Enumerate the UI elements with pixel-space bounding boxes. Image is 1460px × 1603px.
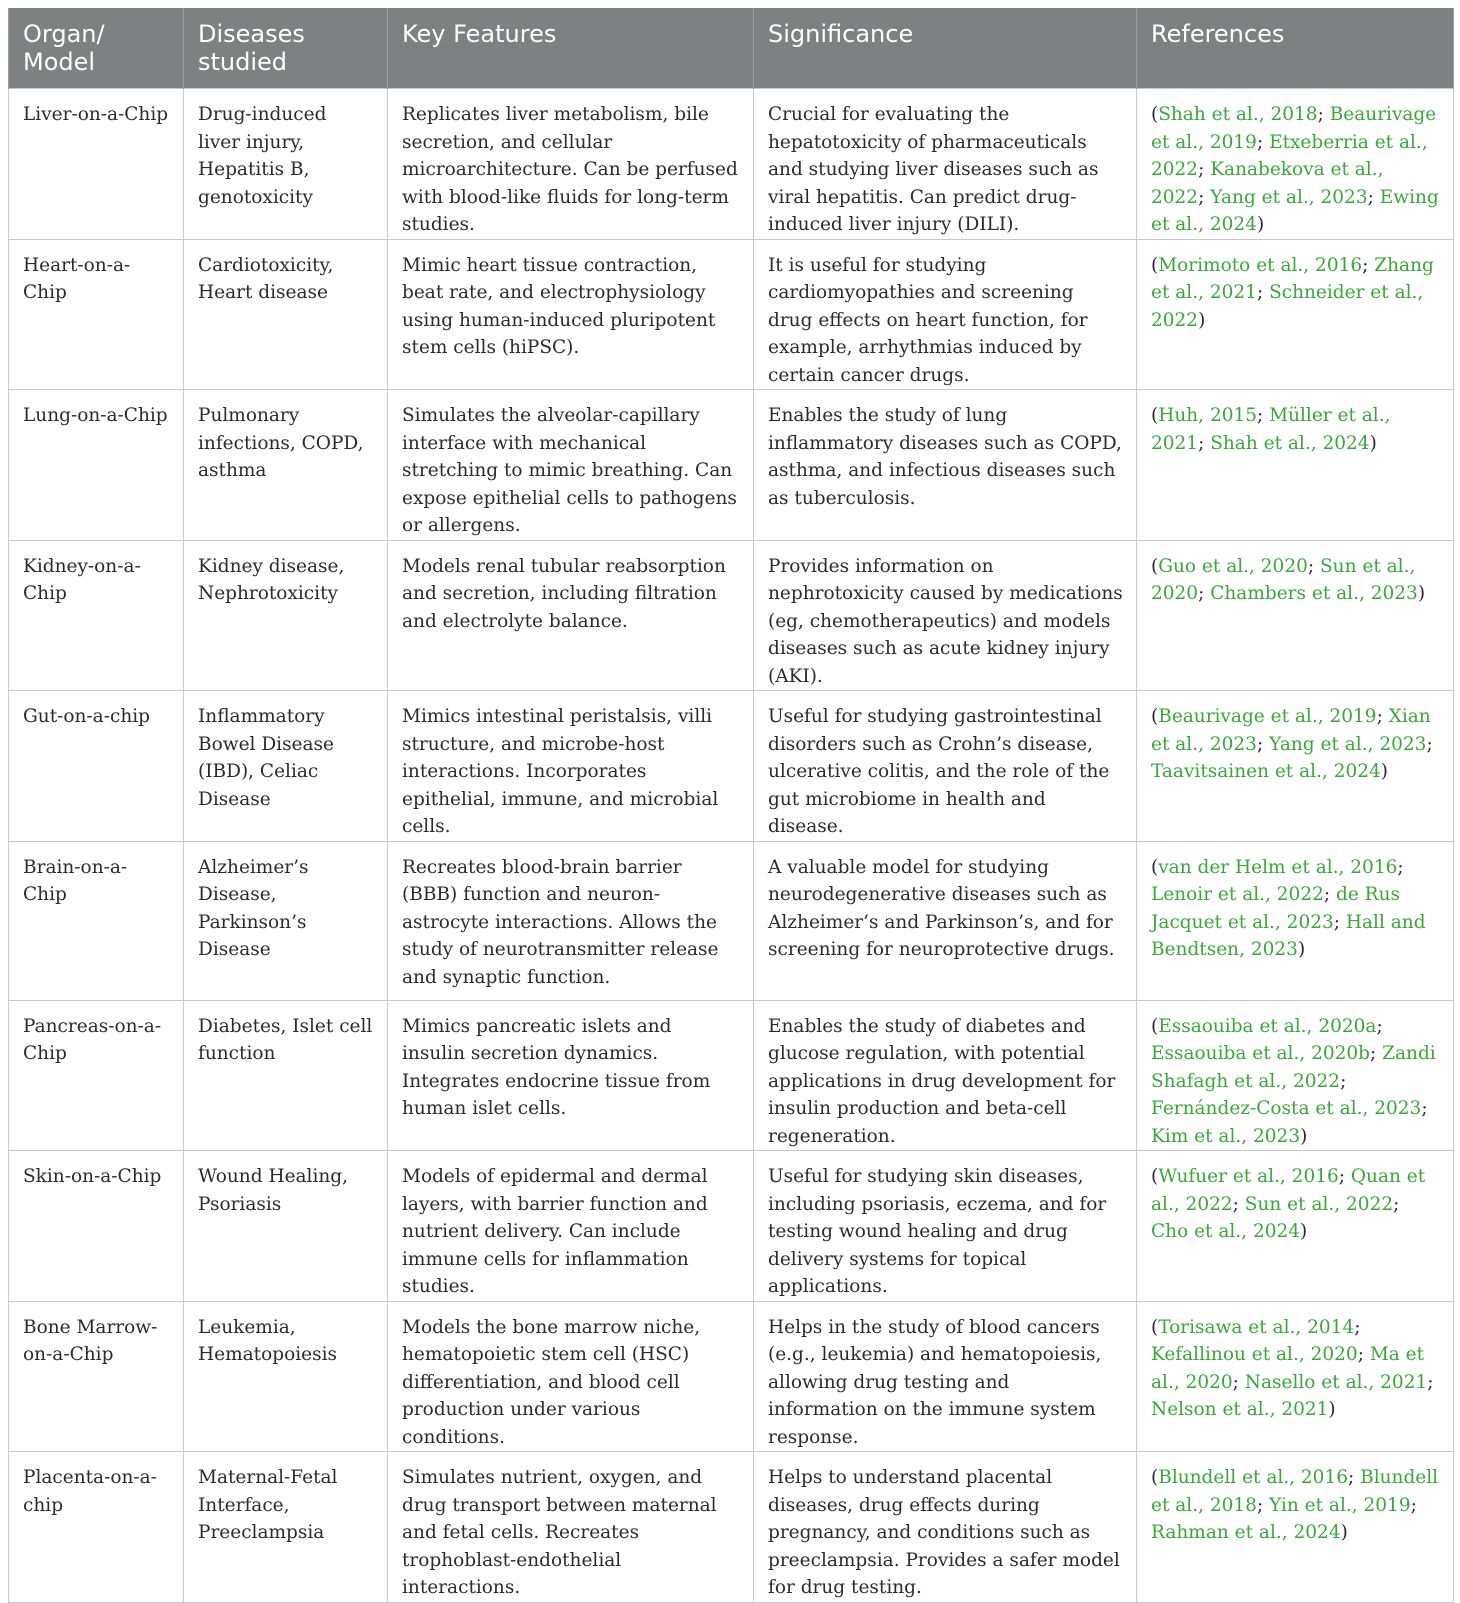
citation-link[interactable]: Etxeberria et al., 2022: [1151, 131, 1428, 180]
paren-open: (: [1151, 1015, 1159, 1037]
citation-link[interactable]: Quan et al., 2022: [1151, 1166, 1426, 1215]
paren-open: (: [1151, 856, 1159, 878]
citation-link[interactable]: Beaurivage et al., 2019: [1158, 706, 1377, 727]
references-cell: [1137, 1151, 1454, 1302]
citation-link[interactable]: Beaurivage et al., 2019: [1151, 104, 1437, 153]
references-cell: [1137, 1000, 1454, 1151]
citation-link[interactable]: de Rus Jacquet et al., 2023: [1151, 884, 1400, 933]
citation-separator: ;: [1427, 1371, 1434, 1393]
citation-separator: ;: [1323, 884, 1336, 905]
organ-cell: Liver-on-a-Chip: [9, 89, 184, 240]
citation-link[interactable]: Kanabekova et al., 2022: [1151, 159, 1384, 208]
citation-link[interactable]: Sun et al., 2022: [1244, 1193, 1394, 1215]
citation-separator: ;: [1333, 911, 1346, 933]
citation-separator: ;: [1354, 1316, 1361, 1338]
significance-cell: Enables the study of diabetes and glucose regulation, with potential applications in drug development for insulin production and beta-cell regeneration.: [754, 1000, 1137, 1151]
organ-cell: Pancreas-on-a-Chip: [9, 1000, 184, 1151]
citation-link[interactable]: Yang et al., 2023: [1269, 733, 1427, 755]
citation-link[interactable]: Yin et al., 2019: [1269, 1494, 1411, 1516]
citation-separator: ;: [1256, 131, 1270, 153]
references-cell: [1137, 239, 1454, 390]
significance-cell: Helps in the study of blood cancers (e.g., leukemia) and hematopoiesis, allowing drug testing and information on the immune system response.: [754, 1301, 1137, 1452]
paren-open: (: [1151, 555, 1159, 577]
paren-close: ): [1380, 761, 1389, 782]
table-row: [9, 841, 1454, 1000]
references-cell: [1137, 691, 1454, 842]
citation-link[interactable]: Morimoto et al., 2016: [1158, 254, 1363, 276]
paren-open: (: [1151, 1316, 1159, 1338]
citation-separator: ;: [1338, 1166, 1351, 1187]
paren-open: (: [1151, 1467, 1159, 1488]
paren-close: ): [1297, 939, 1306, 960]
significance-cell: Crucial for evaluating the hepatotoxicity of pharmaceuticals and studying liver diseases such as viral hepatitis. Can predict drug-induced liver injury (DILI).: [754, 89, 1137, 240]
citation-link[interactable]: Zhang et al., 2021: [1151, 254, 1434, 303]
citation-link[interactable]: Essaouiba et al., 2020b: [1151, 1043, 1371, 1064]
significance-cell: Useful for studying gastrointestinal disorders such as Crohn’s disease, ulcerative colitis, and the role of the gut microbiome in health and disease.: [754, 691, 1137, 842]
paren-close: ): [1340, 1522, 1348, 1543]
citation-link[interactable]: Nasello et al., 2021: [1244, 1371, 1428, 1393]
diseases-cell: Pulmonary infections, COPD, asthma: [184, 390, 388, 541]
citation-separator: ;: [1198, 186, 1211, 208]
citation-link[interactable]: Nelson et al., 2021: [1151, 1399, 1329, 1420]
paren-close: ): [1417, 583, 1426, 604]
paren-open: (: [1151, 104, 1159, 125]
citation-link[interactable]: Ewing et al., 2024: [1151, 186, 1439, 235]
citation-separator: ;: [1256, 1494, 1270, 1516]
organ-cell: Kidney-on-a-Chip: [9, 540, 184, 691]
citation-separator: ;: [1362, 254, 1375, 276]
citation-separator: ;: [1257, 405, 1270, 426]
table-row: [9, 540, 1454, 691]
organ-cell: Heart-on-a-Chip: [9, 239, 184, 390]
organ-cell: Lung-on-a-Chip: [9, 390, 184, 541]
features-cell: Mimic heart tissue contraction, beat rate, and electrophysiology using human-induced pluripotent stem cells (hiPSC).: [388, 239, 754, 390]
citation-link[interactable]: Fernández-Costa et al., 2023: [1151, 1098, 1422, 1119]
citation-separator: ;: [1367, 186, 1380, 208]
diseases-cell: Inflammatory Bowel Disease (IBD), Celiac Disease: [184, 691, 388, 842]
features-cell: Models of epidermal and dermal layers, with barrier function and nutrient delivery. Can include immune cells for inflammation studies.: [388, 1151, 754, 1302]
citation-link[interactable]: Torisawa et al., 2014: [1158, 1316, 1355, 1338]
citation-link[interactable]: Blundell et al., 2018: [1151, 1467, 1439, 1516]
citation-separator: ;: [1232, 1371, 1245, 1393]
paren-close: ): [1300, 1125, 1308, 1147]
citation-separator: ;: [1348, 1467, 1361, 1488]
diseases-cell: Maternal-Fetal Interface, Preeclampsia: [184, 1452, 388, 1603]
organ-cell: Brain-on-a-Chip: [9, 841, 184, 1000]
paren-close: ): [1300, 1221, 1308, 1242]
citation-separator: ;: [1370, 1043, 1383, 1064]
citation-link[interactable]: Cho et al., 2024: [1151, 1221, 1301, 1242]
table-row: [9, 1452, 1454, 1603]
paren-close: ): [1198, 309, 1206, 331]
citation-separator: ;: [1256, 733, 1270, 755]
features-cell: Mimics intestinal peristalsis, villi structure, and microbe-host interactions. Incorporates epithelial, immune, and microbial cells.: [388, 691, 754, 842]
citation-separator: ;: [1397, 856, 1404, 878]
citation-link[interactable]: Ma et al., 2020: [1151, 1344, 1425, 1393]
table-row: [9, 390, 1454, 541]
features-cell: Models the bone marrow niche, hematopoietic stem cell (HSC) differentiation, and blood cell production under various conditions.: [388, 1301, 754, 1452]
organ-cell: Placenta-on-a-chip: [9, 1452, 184, 1603]
citation-link[interactable]: Rahman et al., 2024: [1151, 1522, 1341, 1543]
citation-separator: ;: [1232, 1193, 1245, 1215]
significance-cell: Helps to understand placental diseases, drug effects during pregnancy, and conditions such as preeclampsia. Provides a safer model for drug testing.: [754, 1452, 1137, 1603]
diseases-cell: Kidney disease, Nephrotoxicity: [184, 540, 388, 691]
citation-separator: ;: [1317, 104, 1330, 125]
citation-separator: ;: [1421, 1098, 1428, 1119]
citation-link[interactable]: Schneider et al., 2022: [1151, 282, 1424, 331]
significance-cell: Enables the study of lung inflammatory diseases such as COPD, asthma, and infectious diseases such as tuberculosis.: [754, 390, 1137, 541]
references-cell: [1137, 1452, 1454, 1603]
citation-separator: ;: [1376, 706, 1389, 727]
citation-link[interactable]: Essaouiba et al., 2020a: [1158, 1015, 1377, 1037]
header-diseases-studied: Diseases studied: [184, 8, 388, 89]
table-row: [9, 1000, 1454, 1151]
citation-link[interactable]: Chambers et al., 2023: [1210, 583, 1418, 604]
citation-separator: ;: [1410, 1494, 1417, 1516]
paren-close: ): [1328, 1399, 1336, 1420]
citation-separator: ;: [1393, 1193, 1400, 1215]
header-significance: Significance: [754, 8, 1137, 89]
citation-separator: ;: [1198, 159, 1211, 180]
references-cell: [1137, 540, 1454, 691]
table-container: [8, 8, 1453, 1603]
table-row: [9, 89, 1454, 240]
citation-link[interactable]: van der Helm et al., 2016: [1158, 856, 1398, 878]
paren-close: ): [1369, 432, 1377, 454]
organ-cell: Bone Marrow-on-a-Chip: [9, 1301, 184, 1452]
citation-link[interactable]: Müller et al., 2021: [1151, 405, 1391, 454]
paren-open: (: [1151, 1166, 1159, 1187]
paren-open: (: [1151, 254, 1159, 276]
citation-link[interactable]: Yang et al., 2023: [1210, 186, 1368, 208]
features-cell: Recreates blood-brain barrier (BBB) function and neuron-astrocyte interactions. Allows the study of neurotransmitter release and synaptic function.: [388, 841, 754, 1000]
paren-open: (: [1151, 706, 1159, 727]
citation-separator: ;: [1340, 1070, 1347, 1092]
citation-link[interactable]: Hall and Bendtsen, 2023: [1151, 911, 1426, 960]
citation-link[interactable]: Blundell et al., 2016: [1158, 1467, 1348, 1488]
significance-cell: A valuable model for studying neurodegenerative diseases such as Alzheimer’s and Parkinson’s, and for screening for neuroprotective drugs.: [754, 841, 1137, 1000]
citation-separator: ;: [1307, 555, 1320, 577]
diseases-cell: Alzheimer’s Disease, Parkinson’s Disease: [184, 841, 388, 1000]
citation-separator: ;: [1426, 733, 1433, 755]
references-cell: [1137, 390, 1454, 541]
citation-link[interactable]: Huh, 2015: [1158, 405, 1258, 426]
significance-cell: Provides information on nephrotoxicity caused by medications (eg, chemotherapeutics) and models diseases such as acute kidney injury (AKI).: [754, 540, 1137, 691]
citation-link[interactable]: Guo et al., 2020: [1158, 555, 1308, 577]
features-cell: Models renal tubular reabsorption and secretion, including filtration and electrolyte balance.: [388, 540, 754, 691]
header-references: References: [1137, 8, 1454, 89]
citation-link[interactable]: Taavitsainen et al., 2024: [1151, 761, 1381, 782]
references-cell: [1137, 1301, 1454, 1452]
citation-separator: ;: [1376, 1015, 1383, 1037]
references-cell: [1137, 89, 1454, 240]
citation-separator: ;: [1357, 1344, 1370, 1365]
references-cell: [1137, 841, 1454, 1000]
organ-on-chip-table: [8, 8, 1454, 1603]
paren-open: (: [1151, 405, 1159, 426]
table-row: [9, 1151, 1454, 1302]
diseases-cell: Cardiotoxicity, Heart disease: [184, 239, 388, 390]
citation-link[interactable]: Wufuer et al., 2016: [1158, 1166, 1339, 1187]
paren-close: ): [1256, 214, 1265, 235]
citation-link[interactable]: Lenoir et al., 2022: [1151, 884, 1324, 905]
citation-separator: ;: [1198, 432, 1211, 454]
citation-link[interactable]: Kim et al., 2023: [1151, 1125, 1301, 1147]
organ-cell: Gut-on-a-chip: [9, 691, 184, 842]
citation-separator: ;: [1256, 282, 1270, 303]
citation-separator: ;: [1198, 583, 1211, 604]
citation-link[interactable]: Kefallinou et al., 2020: [1151, 1344, 1358, 1365]
citation-link[interactable]: Zandi Shafagh et al., 2022: [1151, 1043, 1436, 1092]
features-cell: Simulates nutrient, oxygen, and drug transport between maternal and fetal cells. Recreates trophoblast-endothelial interactions.: [388, 1452, 754, 1603]
significance-cell: Useful for studying skin diseases, including psoriasis, eczema, and for testing wound healing and drug delivery systems for topical applications.: [754, 1151, 1137, 1302]
organ-cell: Skin-on-a-Chip: [9, 1151, 184, 1302]
header-organ-model: Organ/ Model: [9, 8, 184, 89]
citation-link[interactable]: Xian et al., 2023: [1151, 706, 1431, 755]
significance-cell: It is useful for studying cardiomyopathies and screening drug effects on heart function, for example, arrhythmias induced by certain cancer drugs.: [754, 239, 1137, 390]
header-key-features: Key Features: [388, 8, 754, 89]
table-header-row: [9, 8, 1454, 89]
diseases-cell: Diabetes, Islet cell function: [184, 1000, 388, 1151]
citation-link[interactable]: Shah et al., 2024: [1210, 432, 1370, 454]
citation-link[interactable]: Sun et al., 2020: [1151, 555, 1416, 604]
features-cell: Replicates liver metabolism, bile secretion, and cellular microarchitecture. Can be perfused with blood-like fluids for long-term studies.: [388, 89, 754, 240]
table-row: [9, 691, 1454, 842]
diseases-cell: Wound Healing, Psoriasis: [184, 1151, 388, 1302]
features-cell: Simulates the alveolar-capillary interface with mechanical stretching to mimic breathing. Can expose epithelial cells to pathogens or allergens.: [388, 390, 754, 541]
table-row: [9, 1301, 1454, 1452]
diseases-cell: Drug-induced liver injury, Hepatitis B, genotoxicity: [184, 89, 388, 240]
features-cell: Mimics pancreatic islets and insulin secretion dynamics. Integrates endocrine tissue from human islet cells.: [388, 1000, 754, 1151]
table-row: [9, 239, 1454, 390]
diseases-cell: Leukemia, Hematopoiesis: [184, 1301, 388, 1452]
citation-link[interactable]: Shah et al., 2018: [1158, 104, 1318, 125]
